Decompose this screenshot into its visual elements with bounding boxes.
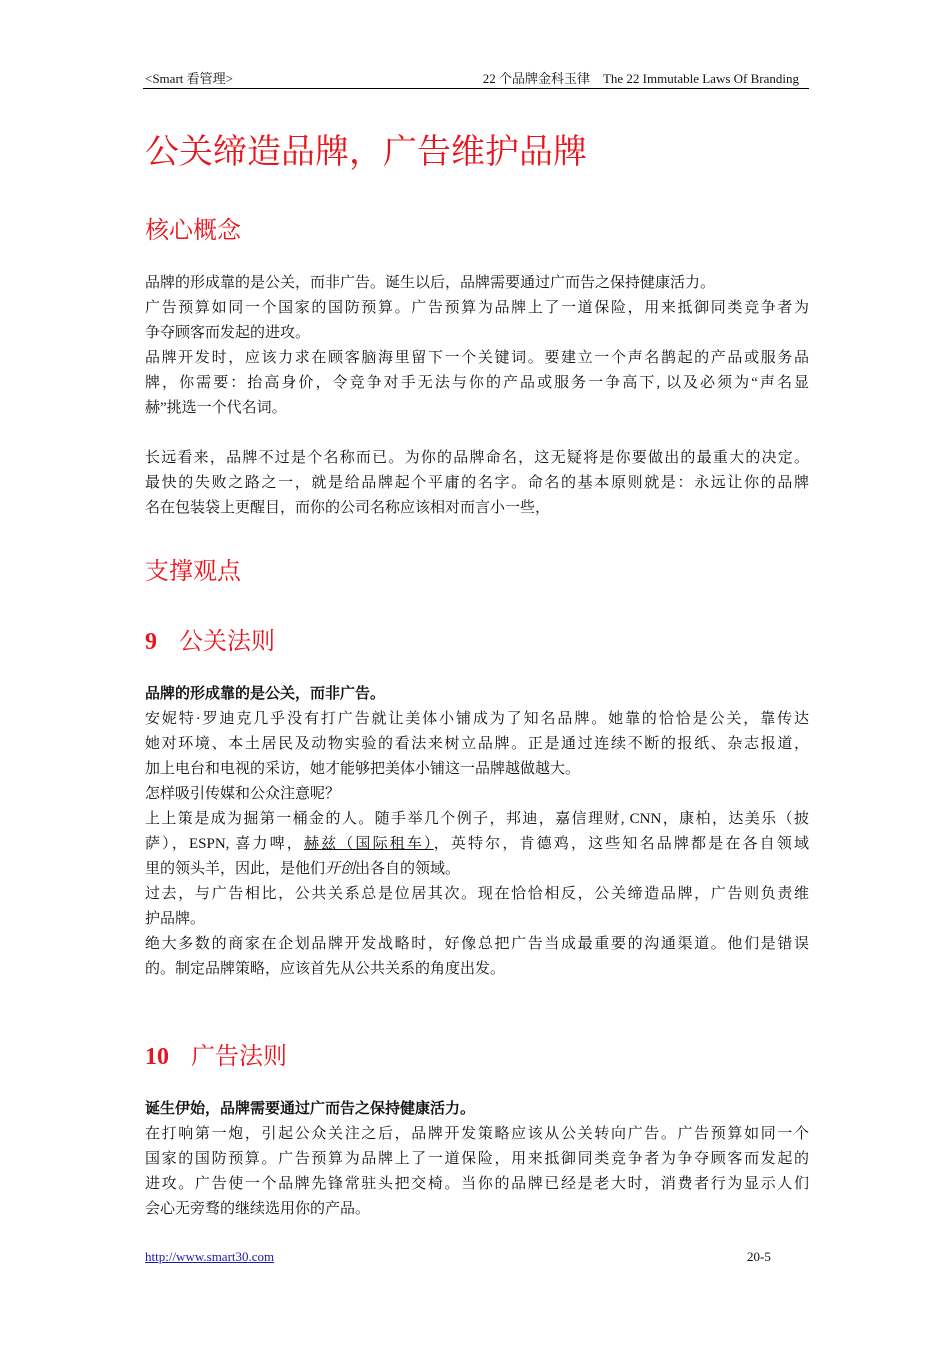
text-line: 安妮特·罗迪克几乎没有打广告就让美体小铺成为了知名品牌。她靠的恰恰是公关，靠传达 xyxy=(145,711,809,727)
law-10-body xyxy=(145,1097,809,1222)
hertz-link[interactable]: 赫兹（国际租车） xyxy=(303,836,434,852)
text-line: 怎样吸引传媒和公众注意呢？ xyxy=(145,786,341,802)
text-line: 品牌的形成靠的是公关，而非广告。诞生以后，品牌需要通过广而告之保持健康活力。 xyxy=(145,275,716,291)
law-title: 广告法则 xyxy=(191,1044,287,1070)
lead-line: 诞生伊始，品牌需要通过广而告之保持健康活力。 xyxy=(145,1101,476,1117)
text-line: 她对环境、本土居民及动物实验的看法来树立品牌。正是通过连续不断的报纸、杂志报道， xyxy=(145,736,809,752)
core-paragraph-2 xyxy=(145,446,809,521)
text-segment: ，英特尔，肯德鸡，这些知名品牌都是在各自领域 xyxy=(433,836,809,852)
text-line: 加上电台和电视的采访，她才能够把美体小铺这一品牌越做越大。 xyxy=(145,761,581,777)
core-paragraph-1 xyxy=(145,271,809,421)
text-line: 进攻。广告使一个品牌先锋常驻头把交椅。当你的品牌已经是老大时，消费者行为显示人们 xyxy=(145,1176,809,1192)
footer-url-link[interactable]: http://www.smart30.com xyxy=(145,1249,275,1264)
text-line: 绝大多数的商家在企划品牌开发战略时，好像总把广告当成最重要的沟通渠道。他们是错误 xyxy=(145,936,809,952)
text-line: 长远看来，品牌不过是个名称而已。为你的品牌命名，这无疑将是你要做出的最重大的决定。 xyxy=(145,450,809,466)
text-segment: 出各自的领域。 xyxy=(355,861,461,877)
heading-law-10 xyxy=(145,1036,287,1071)
law-9-body xyxy=(145,682,809,982)
text-line xyxy=(145,857,809,882)
text-line: 牌，你需要：抬高身价，令竞争对手无法与你的产品或服务一争高下, 以及必须为“声名显 xyxy=(145,375,809,391)
text-line: 在打响第一炮，引起公众关注之后，品牌开发策略应该从公关转向广告。广告预算如同一个 xyxy=(145,1126,809,1142)
law-number: 9 xyxy=(145,629,157,655)
lead-line: 品牌的形成靠的是公关，而非广告。 xyxy=(145,686,386,702)
header-right: 22 个品牌金科玉律 The 22 Immutable Laws Of Branding xyxy=(482,71,799,86)
law-number: 10 xyxy=(145,1044,169,1070)
header-left: <Smart 看管理> xyxy=(145,71,233,86)
text-line: 国家的国防预算。广告预算为品牌上了一道保险，用来抵御同类竞争者为争夺顾客而发起的 xyxy=(145,1151,809,1167)
text-segment: 萨），ESPN, 喜力啤， xyxy=(145,836,304,852)
heading-core: 核心概念 xyxy=(145,218,241,244)
page-number: 20-5 xyxy=(747,1249,771,1264)
text-line: 赫”挑选一个代名词。 xyxy=(145,400,287,416)
text-line: 广告预算如同一个国家的国防预算。广告预算为品牌上了一道保险，用来抵御同类竞争者为 xyxy=(145,300,809,316)
text-line: 名在包装袋上更醒目，而你的公司名称应该相对而言小一些， xyxy=(145,500,551,516)
text-line xyxy=(145,832,809,857)
header-rule xyxy=(143,88,809,89)
text-line: 争夺顾客而发起的进攻。 xyxy=(145,325,311,341)
emphasis-text: 开创 xyxy=(325,861,356,877)
text-line: 品牌开发时，应该力求在顾客脑海里留下一个关键词。要建立一个声名鹊起的产品或服务品 xyxy=(145,350,809,366)
heading-law-9 xyxy=(145,621,275,656)
text-line: 过去，与广告相比，公共关系总是位居其次。现在恰恰相反，公关缔造品牌，广告则负责维 xyxy=(145,886,809,902)
text-segment: 里的领头羊，因此，是他们 xyxy=(145,861,326,877)
heading-support: 支撑观点 xyxy=(145,559,241,585)
text-line: 护品牌。 xyxy=(145,911,206,927)
text-line: 会心无旁骛的继续选用你的产品。 xyxy=(145,1201,371,1217)
text-line: 的。制定品牌策略，应该首先从公共关系的角度出发。 xyxy=(145,961,506,977)
law-title: 公关法则 xyxy=(179,629,275,655)
text-line: 上上策是成为掘第一桶金的人。随手举几个例子，邦迪，嘉信理财, CNN，康柏，达美乐（披 xyxy=(145,811,809,827)
text-line: 最快的失败之路之一，就是给品牌起个平庸的名字。命名的基本原则就是：永远让你的品牌 xyxy=(145,475,809,491)
page-title: 公关缔造品牌，广告维护品牌 xyxy=(145,134,587,171)
